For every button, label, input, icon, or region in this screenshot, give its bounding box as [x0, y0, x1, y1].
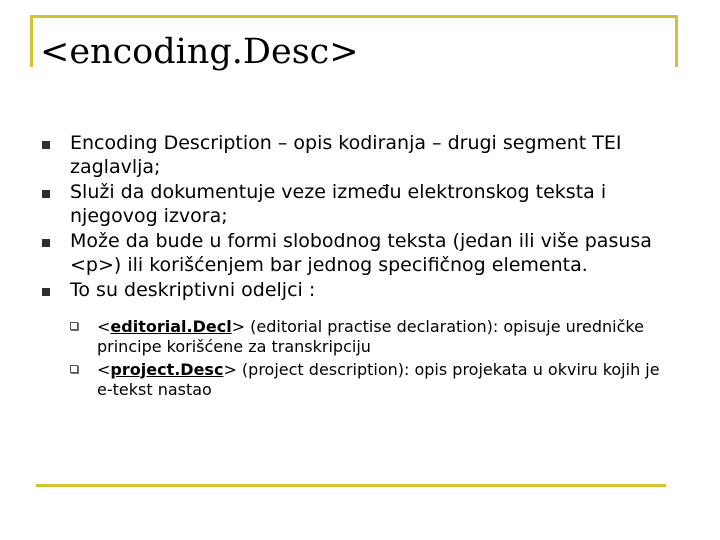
bullet-item	[42, 181, 672, 228]
tag-close-bracket: >	[231, 316, 246, 336]
tag-open-bracket: <	[97, 359, 111, 379]
frame-line-left	[30, 15, 33, 67]
square-bullet-icon	[42, 141, 50, 149]
hollow-square-bullet-icon	[70, 322, 78, 330]
square-bullet-icon	[42, 239, 50, 247]
sub-bullet-text: (project description): opis projekata u okviru kojih je e-tekst nastao	[97, 359, 660, 399]
slide-title: <encoding.Desc>	[40, 32, 359, 72]
sub-bullet-item	[70, 360, 672, 400]
bullet-text: Encoding Description – opis kodiranja – drugi segment TEI zaglavlja;	[70, 132, 622, 178]
bullet-text: To su deskriptivni odeljci :	[70, 279, 316, 301]
sub-bullet-text: (editorial practise declaration): opisuje uredničke principe korišćene za transkripciju	[97, 316, 644, 356]
frame-line-bottom	[36, 484, 666, 487]
bullet-item	[42, 132, 672, 179]
bullet-item	[42, 230, 672, 277]
tag-open-bracket: <	[97, 316, 111, 336]
bullet-list	[42, 132, 672, 403]
sub-bullet-item	[70, 317, 672, 357]
square-bullet-icon	[42, 190, 50, 198]
frame-line-top	[30, 15, 678, 18]
square-bullet-icon	[42, 288, 50, 296]
element-tag-link[interactable]: editorial.Decl	[110, 316, 232, 336]
hollow-square-bullet-icon	[70, 365, 78, 373]
bullet-text: Služi da dokumentuje veze između elektronskog teksta i njegovog izvora;	[70, 181, 607, 227]
element-tag-link[interactable]: project.Desc	[110, 359, 224, 379]
bullet-item	[42, 279, 672, 400]
bullet-text: Može da bude u formi slobodnog teksta (jedan ili više pasusa <p>) ili korišćenjem bar jednog specifičnog elementa.	[70, 230, 652, 276]
sub-bullet-list	[70, 317, 672, 400]
frame-line-right	[675, 15, 678, 67]
tag-close-bracket: >	[223, 359, 237, 379]
